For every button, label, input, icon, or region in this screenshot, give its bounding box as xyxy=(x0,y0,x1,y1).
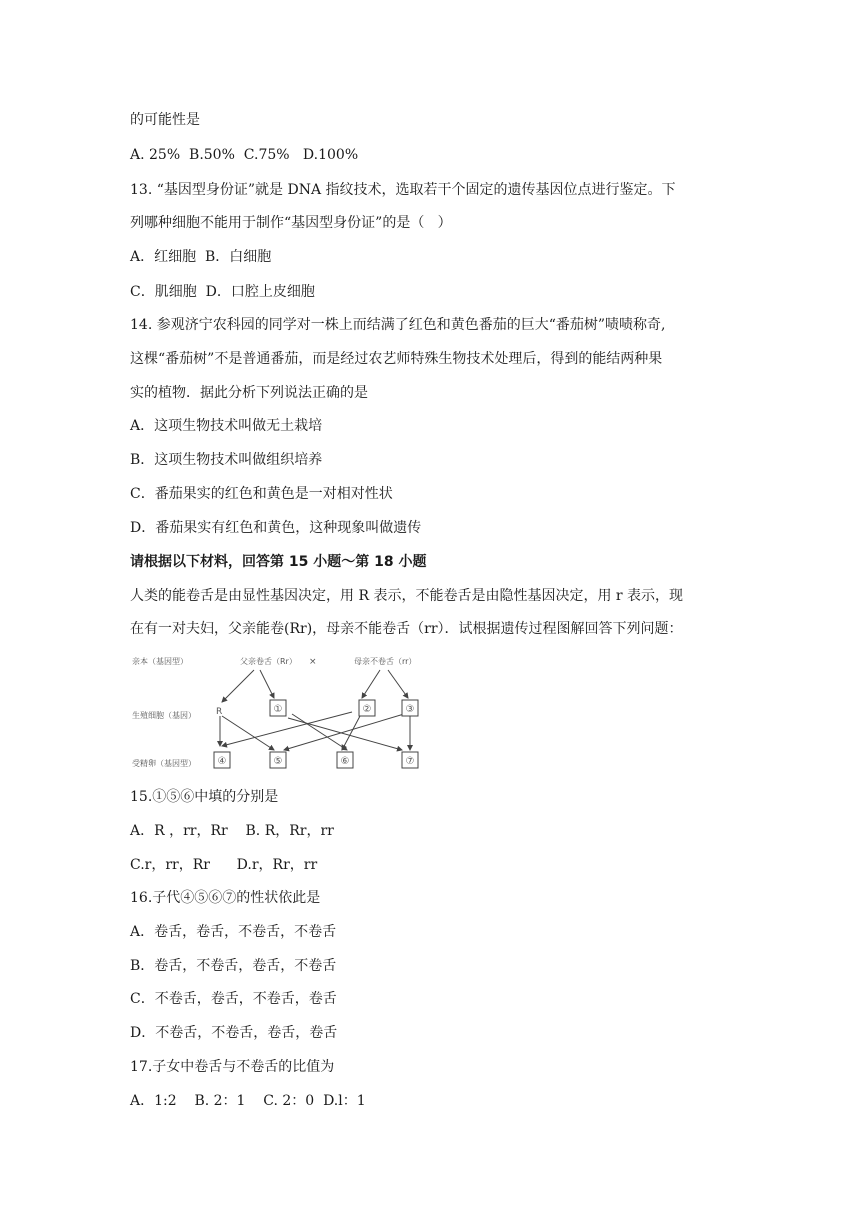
q14-option-a: A．这项生物技术叫做无土栽培 xyxy=(130,418,323,434)
text-line: 的可能性是 xyxy=(130,112,200,128)
q16-option-b: B．卷舌，不卷舌，卷舌，不卷舌 xyxy=(130,958,337,974)
box-2: ② xyxy=(362,704,372,715)
row-label-gametes: 生殖细胞（基因） xyxy=(132,711,196,720)
box-3: ③ xyxy=(405,704,415,715)
q14-option-d: D．番茄果实有红色和黄色，这种现象叫做遗传 xyxy=(130,520,422,536)
q14-option-b: B．这项生物技术叫做组织培养 xyxy=(130,452,323,468)
q15-options-cd: C.r，rr，Rr D.r，Rr，rr xyxy=(130,857,318,873)
box-1: ① xyxy=(273,704,283,715)
q16-option-a: A．卷舌，卷舌，不卷舌，不卷舌 xyxy=(130,924,337,940)
q17-options: A．1:2 B. 2：1 C. 2：0 D.l：1 xyxy=(130,1093,366,1109)
q14-stem-line1: 14. 参观济宁农科园的同学对一株上而结满了红色和黄色番茄的巨大“番茄树”啧啧称奇, xyxy=(130,317,666,333)
q13-options-cd: C．肌细胞 D．口腔上皮细胞 xyxy=(130,284,315,300)
box-7: ⑦ xyxy=(405,756,415,767)
q14-option-c: C．番茄果实的红色和黄色是一对相对性状 xyxy=(130,486,393,502)
q15-options-ab: A．R ，rr，Rr B. R，Rr，rr xyxy=(130,823,334,839)
q16-option-d: D．不卷舌，不卷舌，卷舌，卷舌 xyxy=(130,1025,338,1041)
q13-stem-line2: 列哪种细胞不能用于制作“基因型身份证”的是（ ） xyxy=(130,215,452,231)
row-label-parents: 亲本（基因型） xyxy=(132,657,188,666)
q13-options-ab: A．红细胞 B．白细胞 xyxy=(130,249,272,265)
q17-stem: 17.子女中卷舌与不卷舌的比值为 xyxy=(130,1059,335,1075)
cross-symbol: × xyxy=(309,657,317,667)
box-4: ④ xyxy=(217,756,227,767)
material-line1: 人类的能卷舌是由显性基因决定，用 R 表示，不能卷舌是由隐性基因决定，用 r 表示，现 xyxy=(130,588,684,604)
mother-label: 母亲不卷舌（rr） xyxy=(354,657,417,666)
inheritance-diagram xyxy=(132,646,432,776)
q16-option-c: C．不卷舌，卷舌，不卷舌，卷舌 xyxy=(130,991,337,1007)
row-label-zygotes: 受精卵（基因型） xyxy=(132,759,196,768)
q14-stem-line3: 实的植物．据此分析下列说法正确的是 xyxy=(130,385,368,401)
q15-stem: 15.①⑤⑥中填的分别是 xyxy=(130,789,279,805)
q13-stem-line1: 13. “基因型身份证”就是 DNA 指纹技术，选取若干个固定的遗传基因位点进行鉴定。下 xyxy=(130,182,676,198)
q16-stem: 16.子代④⑤⑥⑦的性状依此是 xyxy=(130,890,321,906)
q14-stem-line2: 这棵“番茄树”不是普通番茄，而是经过农艺师特殊生物技术处理后，得到的能结两种果 xyxy=(130,351,663,367)
material-line2: 在有一对夫妇，父亲能卷(Rr)，母亲不能卷舌（rr）．试根据遗传过程图解回答下列问题： xyxy=(130,621,683,637)
gamete-r-label: R xyxy=(216,707,223,717)
q12-options: A. 25% B.50% C.75% D.100% xyxy=(130,147,359,163)
box-5: ⑤ xyxy=(273,756,283,767)
father-label: 父亲卷舌（Rr） xyxy=(240,657,297,666)
section-heading: 请根据以下材料，回答第 15 小题～第 18 小题 xyxy=(130,554,427,570)
box-6: ⑥ xyxy=(340,756,350,767)
